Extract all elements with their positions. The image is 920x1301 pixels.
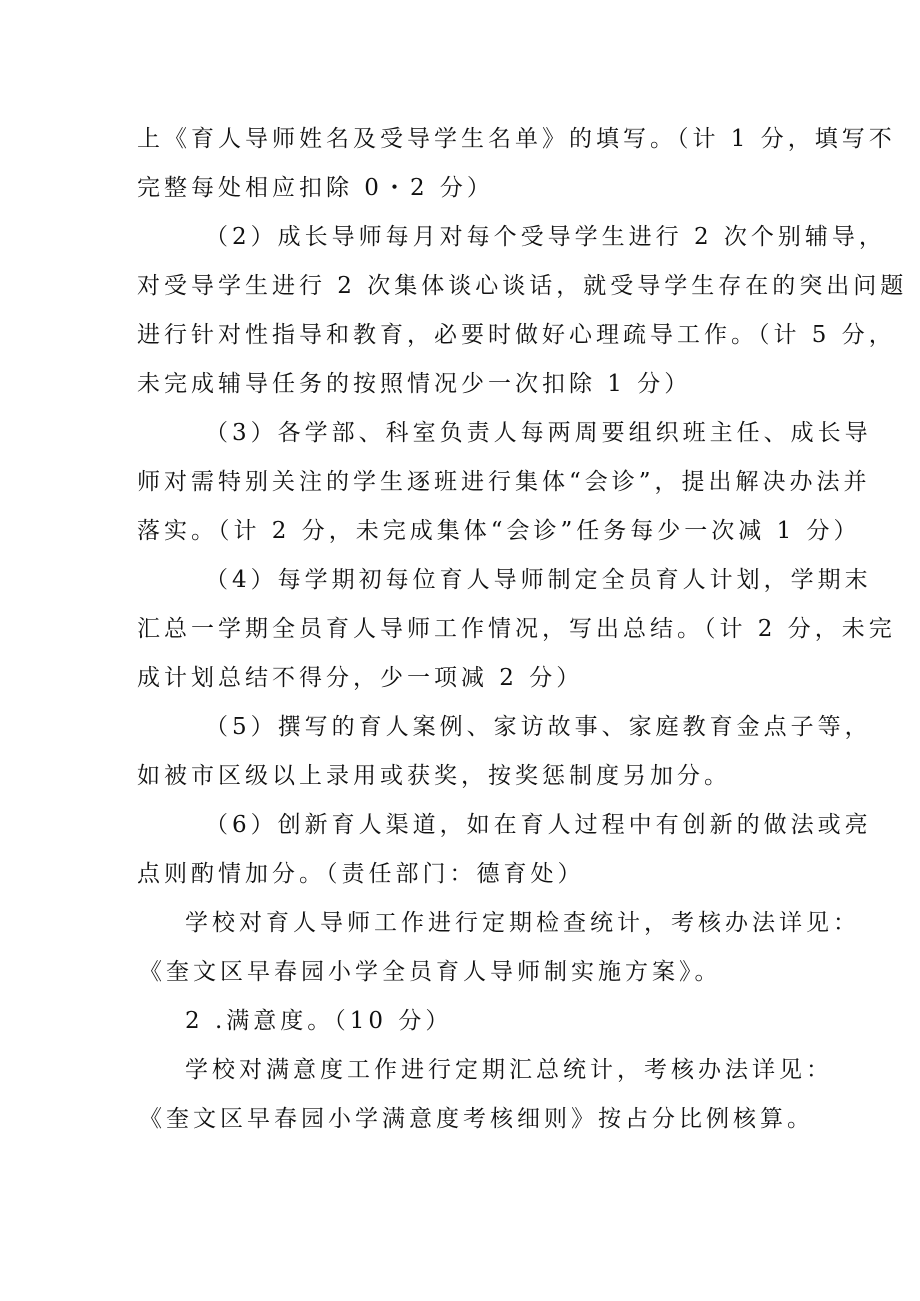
text-line: 落实。（计 2 分，未完成集体“会诊”任务每少一次减 1 分） <box>137 518 861 544</box>
text-line: 进行针对性指导和教育，必要时做好心理疏导工作。（计 5 分， <box>137 322 896 348</box>
text-line: 完整每处相应扣除 0・2 分） <box>137 175 494 201</box>
rules-reference: 《奎文区早春园小学满意度考核细则》按占分比例核算。 <box>139 1106 814 1132</box>
plan-reference: 《奎文区早春园小学全员育人导师制实施方案》。 <box>139 959 722 985</box>
item-5-line: （5）撰写的育人案例、家访故事、家庭教育金点子等， <box>205 714 872 740</box>
text-line: 上《育人导师姓名及受导学生名单》的填写。（计 1 分，填写不 <box>137 126 896 152</box>
paragraph-line: 学校对满意度工作进行定期汇总统计，考核办法详见： <box>185 1057 833 1083</box>
item-6-line: （6）创新育人渠道，如在育人过程中有创新的做法或亮 <box>205 812 872 838</box>
text-line: 成计划总结不得分，少一项减 2 分） <box>137 665 584 691</box>
paragraph-line: 学校对育人导师工作进行定期检查统计，考核办法详见： <box>185 910 860 936</box>
text-line: 师对需特别关注的学生逐班进行集体“会诊”，提出解决办法并 <box>137 469 871 495</box>
text-line: 汇总一学期全员育人导师工作情况，写出总结。（计 2 分，未完 <box>137 616 896 642</box>
text-line: 点则酌情加分。（责任部门：德育处） <box>137 861 585 887</box>
section-heading: 2 .满意度。（10 分） <box>185 1008 453 1034</box>
text-line: 如被市区级以上录用或获奖，按奖惩制度另加分。 <box>137 763 731 789</box>
item-4-line: （4）每学期初每位育人导师制定全员育人计划，学期末 <box>205 567 872 593</box>
item-3-line: （3）各学部、科室负责人每两周要组织班主任、成长导 <box>205 420 872 446</box>
text-line: 未完成辅导任务的按照情况少一次扣除 1 分） <box>137 371 692 397</box>
text-line: 对受导学生进行 2 次集体谈心谈话，就受导学生存在的突出问题 <box>137 273 908 299</box>
item-2-line: （2）成长导师每月对每个受导学生进行 2 次个别辅导， <box>205 224 886 250</box>
